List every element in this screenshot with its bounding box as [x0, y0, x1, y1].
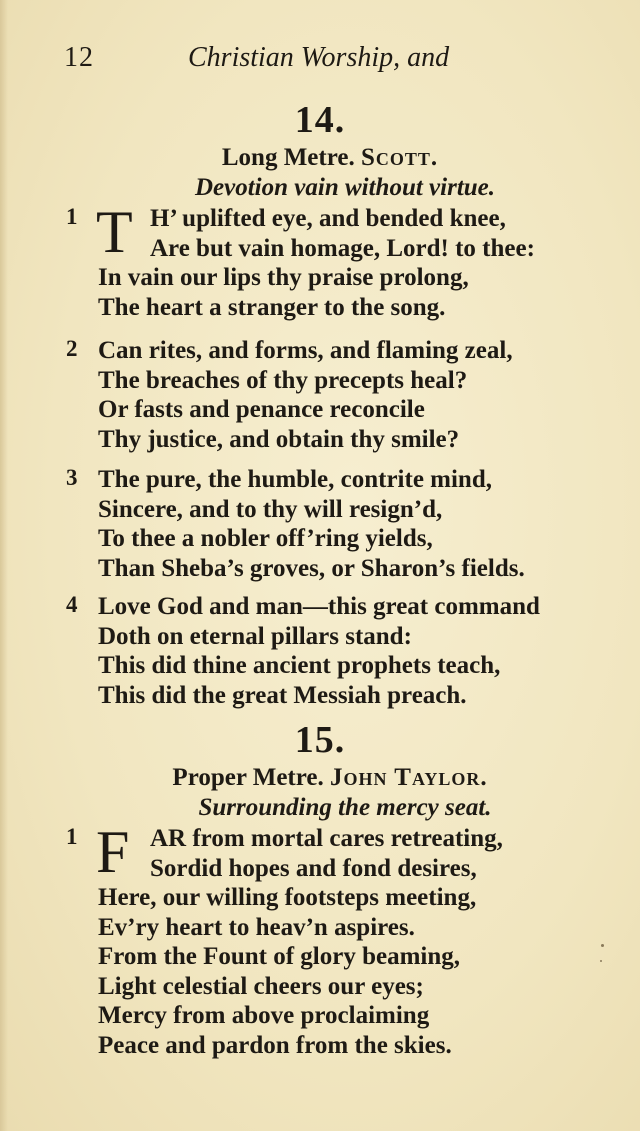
verse-number: 1 [66, 204, 78, 229]
hymn-author: John Taylor. [330, 764, 488, 791]
verse [62, 819, 632, 1060]
verse-line: Love God and man—this great command [98, 593, 540, 620]
verse [62, 592, 632, 710]
hymn-number: 14. [294, 99, 346, 141]
hymn-meter-line [0, 764, 640, 792]
verse-line: Or fasts and penance reconcile [98, 396, 425, 423]
hymn-meter: Proper Metre. [172, 764, 324, 791]
page-number: 12 [64, 42, 94, 73]
hymn-subtitle: Devotion vain without virtue. [194, 174, 496, 201]
verse-line: The heart a stranger to the song. [98, 293, 446, 321]
verse-line: Ev’ry heart to heav’n aspires. [98, 913, 415, 941]
hymn-author: Scott. [360, 144, 439, 171]
verse-number: 3 [66, 465, 78, 490]
verse-line: The pure, the humble, contrite mind, [98, 466, 492, 493]
line-text: Sordid hopes and fond desires, [150, 854, 477, 882]
drop-capital: F [96, 819, 130, 885]
verse-line: From the Fount of glory beaming, [98, 943, 461, 970]
verse-line [62, 854, 632, 884]
verse-line: Light celestial cheers our eyes; [98, 972, 424, 1000]
hymn-meter-line [0, 144, 640, 172]
verse-line: This did the great Messiah preach. [98, 681, 467, 709]
running-title: Christian Worship, and [188, 42, 450, 73]
verse-line: Here, our willing footsteps meeting, [98, 884, 477, 911]
verse-line: H’ uplifted eye, and bended knee, [150, 205, 506, 232]
hymn-subtitle: Surrounding the mercy seat. [198, 794, 492, 821]
verse-line: Peace and pardon from the skies. [98, 1031, 452, 1059]
paper-speck [601, 944, 604, 947]
verse [62, 199, 632, 322]
running-head [64, 42, 604, 78]
verse-line: Mercy from above proclaiming [98, 1002, 430, 1029]
verse-line: Doth on eternal pillars stand: [98, 622, 412, 650]
verse-number: 2 [66, 336, 78, 361]
verse-line: The breaches of thy precepts heal? [98, 366, 468, 394]
verse-line: This did thine ancient prophets teach, [98, 652, 501, 679]
verse-line: Thy justice, and obtain thy smile? [98, 425, 460, 453]
verse-line: Can rites, and forms, and flaming zeal, [98, 337, 513, 364]
verse-line: To thee a nobler off’ring yields, [98, 525, 433, 552]
hymn-number: 15. [294, 719, 346, 761]
drop-capital: T [96, 199, 133, 265]
verse-line: AR from mortal cares retreating, [150, 825, 503, 852]
verse [62, 465, 632, 583]
verse-number: 1 [66, 824, 78, 849]
line-text: Are but vain homage, Lord! to thee: [150, 234, 535, 262]
verse-number: 4 [66, 592, 78, 617]
verse-line: Sincere, and to thy will resign’d, [98, 495, 443, 523]
verse-line: In vain our lips thy praise prolong, [98, 264, 469, 291]
verse-line [62, 234, 632, 264]
verse-line: Than Sheba’s groves, or Sharon’s fields. [98, 554, 525, 582]
verse [62, 336, 632, 454]
hymn-meter: Long Metre. [221, 144, 355, 171]
paper-speck [600, 960, 602, 962]
